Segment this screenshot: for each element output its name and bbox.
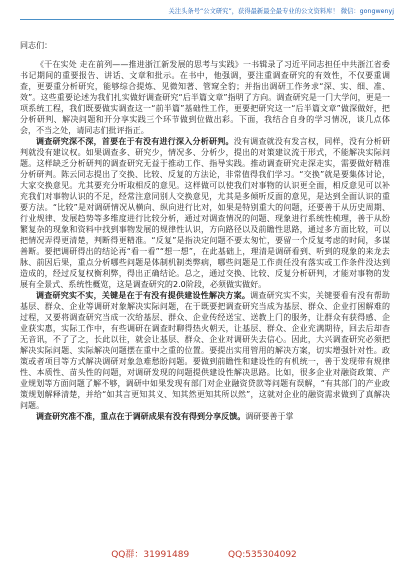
- paragraph-solutions: [20, 290, 390, 411]
- salutation: 同志们：: [20, 41, 53, 50]
- paragraph-text: 《干在实处 走在前列——推进浙江新发展的思考与实践》一书辑录了习近平同志担任中共浙江省委书记期间的重要报告、讲话、文章和批示。在书中，他强调，要注重调查研究的有效性，不仅要重调查，更要重分析研究，能够综合提炼、见微知著、管窥全豹；并指出调研工作务求“深、实、细、准、效”。这些重要论述为我们扎实做好调查研究“后半篇文章”指明了方向。调查研究是一门大学问，更是一项系统工程，我们既要做实调查这一“前半篇”基础性工作，更要把研究这一“后半篇文章”做深做好，把分析研判、解决问题和开分享实践三个环节做到位做出彩。下面，我结合自身的学习情况，谈几点体会，不当之处，请同志们批评指正。: [20, 60, 390, 135]
- paragraph-lead: 调查研究实不实，关键是在于有没有提供建设性解决方案。: [36, 291, 251, 300]
- paragraph-text: 没有调查就没有发言权，同样，没有分析研判就没有建议权。如果调查多、研究少，情况多、分析少，提出的对策建议流于形式，不能解决实际问题。这样缺乏分析研判的调查研究无益于推动工作、指导实践。推动调查研究走深走实，需要做好精准分析研判。陈云同志提出了交换、比较、反复的方法论，非常值得我们学习。“交换”就是要集体讨论，大家交换意见。尤其要充分听取相反的意见。这样做可以使我们对事物的认识更全面，相反意见可以补充我们对事物认识的不足，经常注意同别人交换意见，尤其是多倾听反面的意见，是达到全面认识的重要方法。“比较”是对调研情况从横向、纵向进行比对，如果是特别重大的问题，还要善于从历史周期、行业规律、发展趋势等多维度进行比较分析，通过对调查情况的问题、现象进行系统性梳理，善于从纷繁复杂的现象和资料中找到事物发展的规律性认识，方向路径以及前瞻性思路，通过多方面比较，可以把情况弄得更清楚，判断得更精准。“反复”是指决定问题不要太匆忙，要留一个反复考虑的时间，多谋善断。要把调研得出的结论再“看一看”“想一想”，在此基础上，理清是调研看到、听到的现象的来龙去脉、前因后果，重点分析哪些问题是体制机制类弊病，哪些问题是工作责任没有落实或工作条件没达到造成的，经过反复权衡利弊，得出正确结论。总之，通过交换、比较、反复分析研判，才能对事物的发展有全景式、系统性概览，这是调查研究的2.0阶段，必须做实做好。: [20, 137, 390, 289]
- paragraph-text: 调查研究实不实，关键要看有没有帮助基层、群众、企业等调研对象解决实际问题，在于既要把调查研究当成为基层、群众、企业打困解难的过程，又要将调查研究当成一次给基层、群众、企业传经送宝、送教上门的服务，让群众有获得感、企业获实惠，实际工作中，有些调研在调查时聊得热火朝天，让基层、群众、企业充满期待，回去后却杳无音讯，不了了之，长此以往，就会让基层、群众、企业对调研失去信心。因此，大兴调查研究必须把解决实际问题、实际解决问题摆在重中之重的位置。要提出实用管用的解决方案，切实增强针对性。政策或者项目等方式解决调研对象急难愁盼问题。要做到前瞻性和建设性的有机统一，善于发现带有规律性、本质性、苗头性的问题，对调研发现的问题提供建设性解决思路。比如，很多企业对融资政策、产业规划等方面问题了解不够，调研中如果发现有部门对企业融资贷款等问题有误解，“有其部门的产业政策规划解释清楚，并给“如其言更知其义、知其然更知其所以然”，这就对企业的融资需求做到了真解决问题。: [20, 291, 390, 410]
- header-banner: [20, 6, 394, 20]
- footer: [0, 548, 408, 562]
- paragraph-feedback: [20, 411, 390, 422]
- paragraph-lead: 调查研究深不深，首要在于有没有进行深入分析研判。: [36, 137, 234, 146]
- footer-qq: QQ:535304092: [228, 550, 297, 560]
- footer-qq-group: QQ群：31991489: [111, 550, 190, 560]
- header-banner-text: 关注头条号“公文研究”，获得最新最全最专业的公文资料库！ 微信：gongwenyj: [168, 8, 394, 15]
- paragraph-intro: [20, 59, 390, 136]
- paragraph-text: 调研要善于掌: [245, 412, 294, 421]
- paragraph-lead: 调查研究准不准，重点在于调研成果有没有得到分享反馈。: [36, 412, 246, 421]
- paragraph-analysis: [20, 136, 390, 290]
- document-body: [20, 40, 390, 422]
